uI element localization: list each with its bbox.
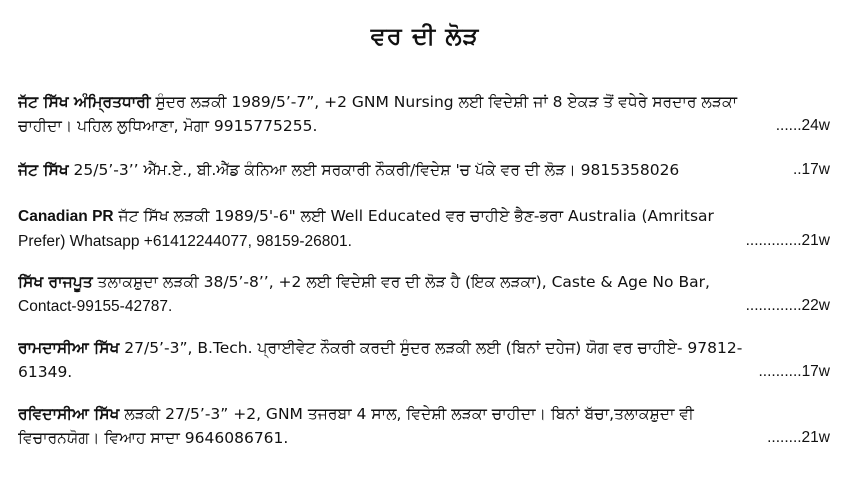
ad-text-line2: ਚਾਹੀਦਾ। ਪਹਿਲ ਲੁਧਿਆਣਾ, ਮੋਗਾ 9915775255. — [18, 117, 318, 135]
ad-code: ..17w — [792, 161, 830, 178]
ad-code: .............22w — [745, 297, 830, 314]
ad-lead: Canadian PR — [18, 208, 114, 225]
classified-ad — [18, 336, 830, 384]
ad-code: ..........17w — [758, 363, 830, 380]
ad-lead: ਰਵਿਦਾਸੀਆ ਸਿੱਖ — [18, 405, 120, 423]
ad-text-line1: ਜੱਟ ਸਿੱਖ ਲੜਕੀ 1989/5'-6" ਲਈ Well Educated ਵਰ ਚਾਹੀਏ ਭੈਣ-ਭਰਾ Australia (Amritsar — [113, 207, 714, 225]
ad-text-line1: ਲੜਕੀ 27/5’-3” +2, GNM ਤਜਰਬਾ 4 ਸਾਲ, ਵਿਦੇਸ਼ੀ ਲੜਕਾ ਚਾਹੀਦਾ। ਬਿਨਾਂ ਬੱਚਾ,ਤਲਾਕਸ਼ੁਦਾ ਵੀ — [119, 405, 694, 423]
classified-ad — [18, 158, 830, 182]
ad-lead: ਸਿੱਖ ਰਾਜਪੂਤ — [18, 273, 93, 291]
classified-ad — [18, 90, 830, 138]
ad-text-line1: 25/5’-3’’ ਐੱਮ.ਏ., ਬੀ.ਐੱਡ ਕੰਨਿਆ ਲਈ ਸਰਕਾਰੀ ਨੌਕਰੀ/ਵਿਦੇਸ਼ 'ਚ ਪੱਕੇ ਵਰ ਦੀ ਲੋੜ। 9815358026 — [68, 161, 680, 179]
classified-ad — [18, 270, 830, 319]
ad-text-line1: ਸੁੰਦਰ ਲੜਕੀ 1989/5’-7”, +2 GNM Nursing ਲਈ ਵਿਦੇਸ਼ੀ ਜਾਂ 8 ਏਕੜ ਤੋਂ ਵਧੇਰੇ ਸਰਦਾਰ ਲੜਕਾ — [150, 93, 737, 111]
page-title: ਵਰ ਦੀ ਲੋੜ — [370, 22, 480, 50]
ad-text-line2: ਵਿਚਾਰਨਯੋਗ। ਵਿਆਹ ਸਾਦਾ 9646086761. — [18, 429, 289, 447]
ad-code: .............21w — [745, 232, 830, 249]
ad-lead: ਜੱਟ ਸਿੱਖ — [18, 161, 69, 179]
ad-text-line2: 61349. — [18, 363, 73, 381]
ad-text-line1: 27/5’-3”, B.Tech. ਪ੍ਰਾਈਵੇਟ ਨੌਕਰੀ ਕਰਦੀ ਸੁੰਦਰ ਲੜਕੀ ਲਈ (ਬਿਨਾਂ ਦਹੇਜ) ਯੋਗ ਵਰ ਚਾਹੀਏ- 97812- — [119, 339, 743, 357]
ad-text-line2: Prefer) Whatsapp +61412244077, 98159-26801. — [18, 233, 352, 250]
ad-code: ........21w — [767, 429, 830, 446]
ad-text-line2: Contact-99155-42787. — [18, 298, 173, 315]
ad-lead: ਰਾਮਦਾਸੀਆ ਸਿੱਖ — [18, 339, 120, 357]
ad-text-line1: ਤਲਾਕਸ਼ੁਦਾ ਲੜਕੀ 38/5’-8’’, +2 ਲਈ ਵਿਦੇਸ਼ੀ ਵਰ ਦੀ ਲੋੜ ਹੈ (ਇਕ ਲੜਕਾ), Caste & Age No Bar, — [92, 273, 710, 291]
ad-code: ......24w — [775, 117, 830, 134]
classified-ad — [18, 402, 830, 450]
ad-lead: ਜੱਟ ਸਿੱਖ ਅੰਮ੍ਰਿਤਧਾਰੀ — [18, 93, 151, 111]
classified-ad — [18, 204, 830, 254]
